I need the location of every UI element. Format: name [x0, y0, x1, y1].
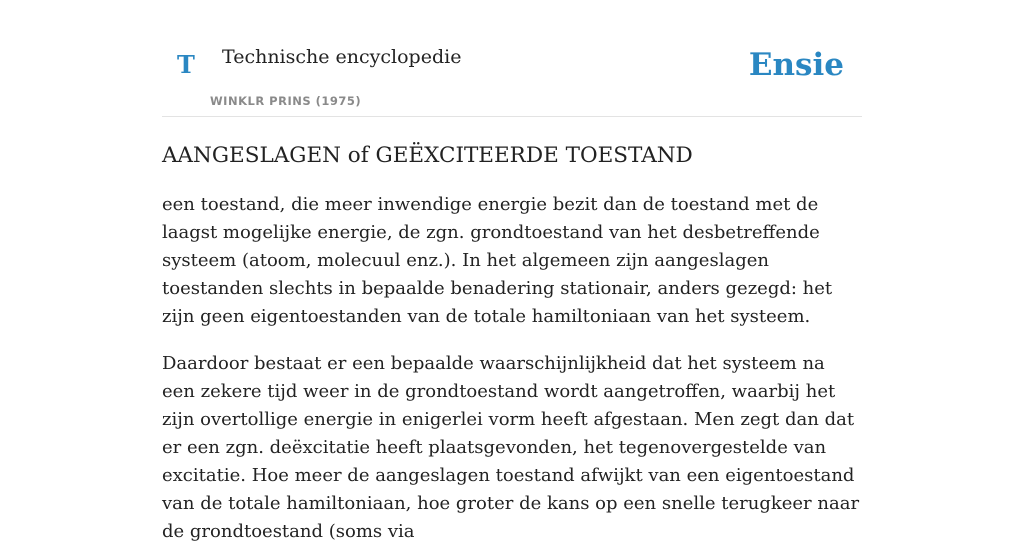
book-source-label: WINKLR PRINS (1975): [210, 94, 362, 108]
ensie-logo-link[interactable]: Ensie: [748, 47, 844, 83]
book-logo-icon[interactable]: T: [177, 50, 195, 79]
book-header: [162, 0, 862, 117]
entry-paragraph: Daardoor bestaat er een bepaalde waarschijnlijkheid dat het systeem na een zekere tijd weer in de grondtoestand wordt aangetroffen, waarbij het zijn overtollige energie in enigerlei vorm heeft afgestaan. Men zegt dan dat er een zgn. deëxcitatie heeft plaatsgevonden, het tegenovergestelde van excitatie. Hoe meer de aangeslagen toestand afwijkt van een eigentoestand van de totale hamiltoniaan, hoe groter de kans op een snelle terugkeer naar de grondtoestand (soms via: [162, 352, 860, 542]
book-title-link[interactable]: Technische encyclopedie: [222, 46, 462, 68]
page-container: [162, 0, 862, 546]
entry-title: AANGESLAGEN of GEËXCITEERDE TOESTAND: [162, 143, 693, 168]
entry-paragraph: een toestand, die meer inwendige energie bezit dan de toestand met de laagst mogelijke energie, de zgn. grondtoestand van het desbetreffende systeem (atoom, molecuul enz.). In het algemeen zijn aangeslagen toestanden slechts in bepaalde benadering stationair, anders gezegd: het zijn geen eigentoestanden van de totale hamiltoniaan van het systeem.: [162, 193, 833, 327]
